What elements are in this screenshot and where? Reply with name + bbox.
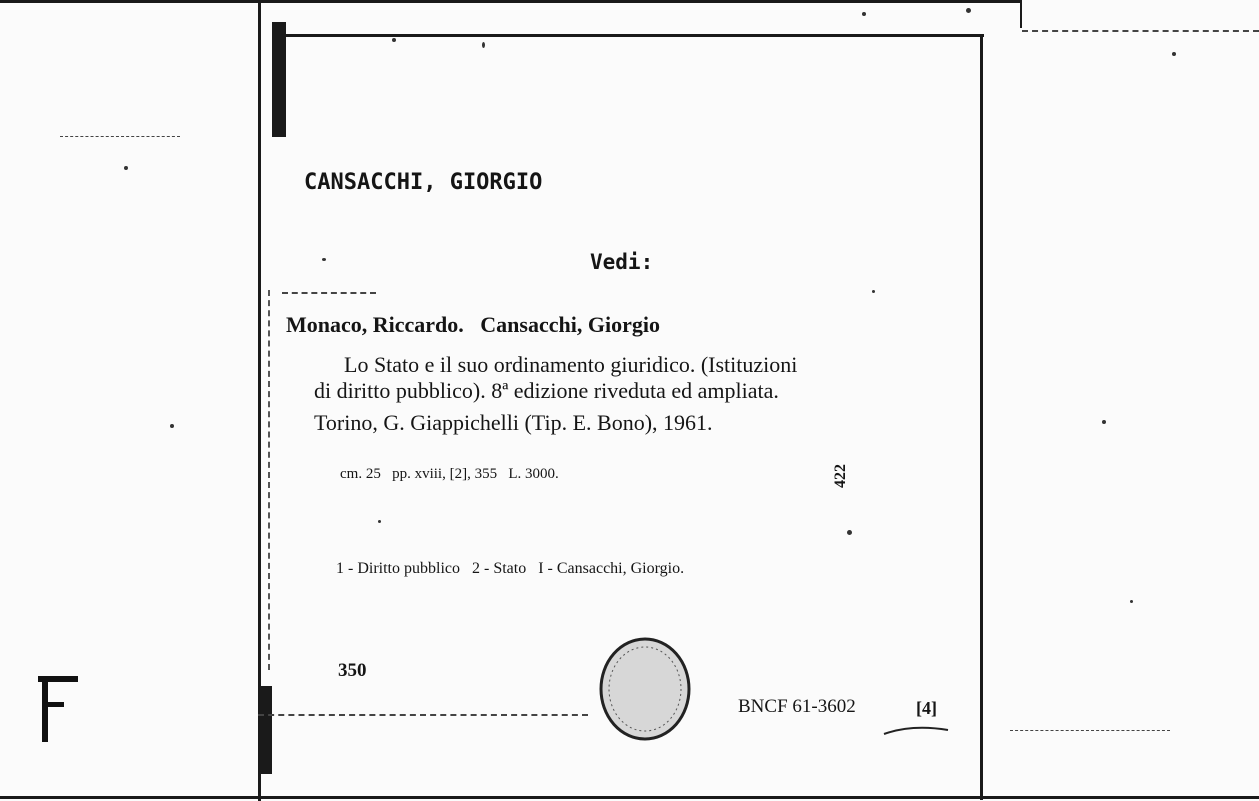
right-top-dashed-line (1022, 30, 1259, 32)
bncf-number: BNCF 61-3602 (738, 696, 856, 717)
right-dashed-line (1010, 730, 1170, 731)
speck (1130, 600, 1133, 603)
subjects-line: 1 - Diritto pubblico 2 - Stato I - Cansacchi, Giorgio. (336, 560, 685, 577)
left-dashed-line (60, 136, 180, 137)
card-right-edge (980, 34, 983, 800)
speck (847, 530, 852, 535)
side-mark: 422 (832, 464, 849, 488)
speck (872, 290, 875, 293)
description-line-1: Lo Stato e il suo ordinamento giuridico. (Istituzioni (344, 352, 798, 377)
speck (862, 12, 866, 16)
card-left-edge (272, 22, 286, 137)
speck (482, 42, 485, 48)
underline-stroke (882, 720, 952, 740)
speck (966, 8, 971, 13)
collation-line: cm. 25 pp. xviii, [2], 355 L. 3000. (340, 466, 559, 482)
speck (392, 38, 396, 42)
card-count: [4] (916, 698, 937, 718)
description-line-2: di diritto pubblico). 8ª edizione riveduta ed ampliata. (314, 378, 779, 403)
top-border (0, 0, 1020, 3)
description-line-3: Torino, G. Giappichelli (Tip. E. Bono), 1961. (314, 410, 713, 435)
authors-line: Monaco, Riccardo. Cansacchi, Giorgio (286, 312, 660, 337)
speck (378, 520, 381, 523)
card-top-rule (282, 292, 376, 294)
speck (1102, 420, 1106, 424)
see-label: Vedi: (590, 250, 654, 274)
card-left-dashed-edge (268, 290, 270, 670)
library-stamp (590, 634, 700, 744)
catalog-card (272, 30, 984, 800)
top-right-border (1020, 0, 1022, 28)
left-page-divider (258, 0, 261, 801)
speck (170, 424, 174, 428)
speck (124, 166, 128, 170)
card-top-edge (284, 34, 984, 37)
speck (1172, 52, 1176, 56)
margin-letter-f (32, 668, 92, 748)
heading: CANSACCHI, GIORGIO (304, 170, 543, 195)
card-left-edge-lower (260, 686, 272, 774)
card-bottom-dashed-line (258, 714, 588, 716)
speck (322, 258, 326, 261)
shelf-number: 350 (338, 660, 367, 681)
